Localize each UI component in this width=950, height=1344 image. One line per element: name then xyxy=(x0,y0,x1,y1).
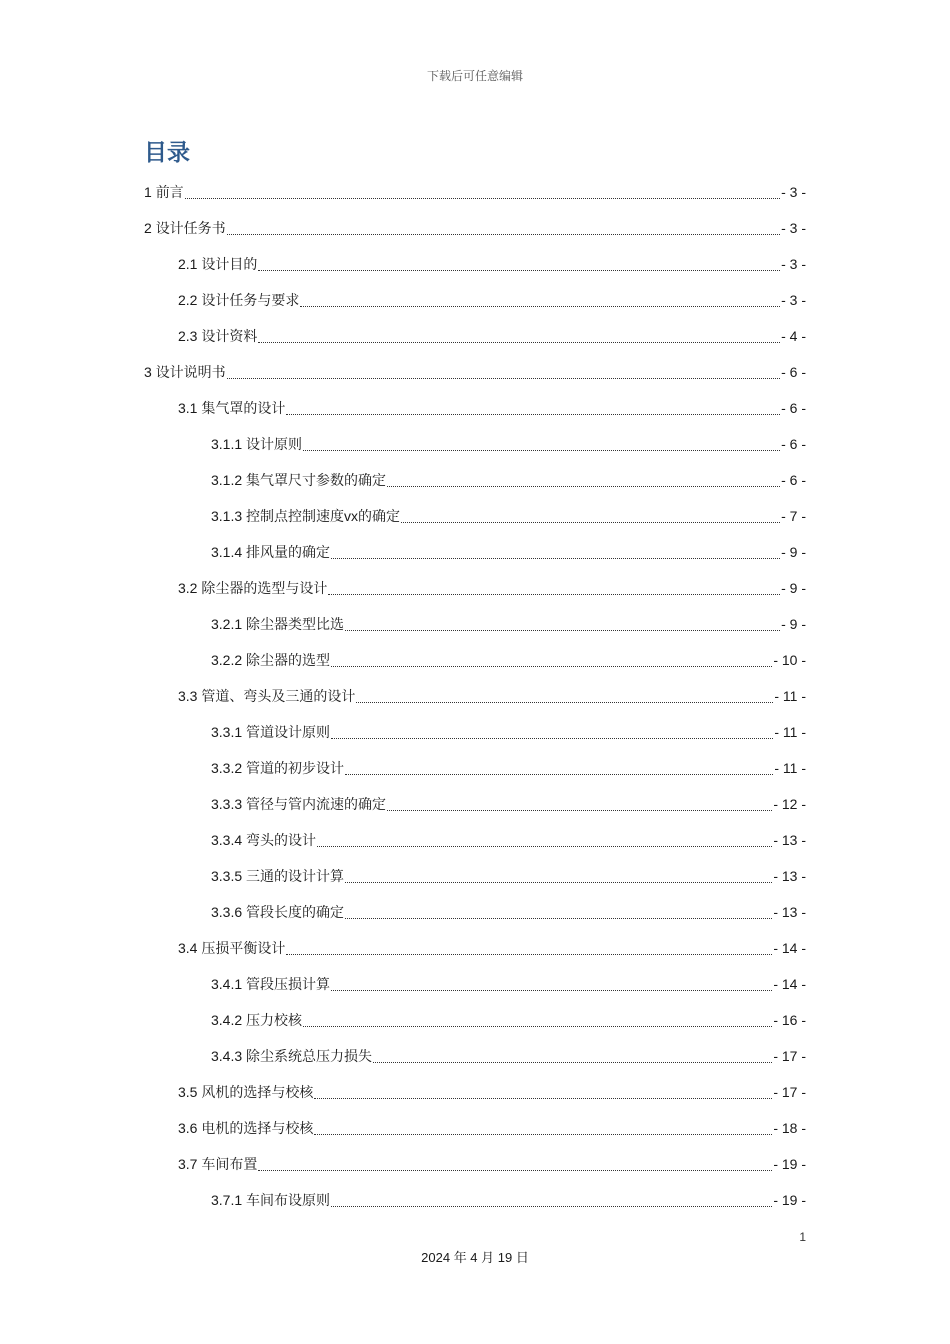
toc-dot-leader xyxy=(373,1062,772,1063)
toc-entry-number: 3.3.5 xyxy=(211,868,247,884)
toc-entry[interactable] xyxy=(0,858,806,894)
toc-entry-number: 3.3.1 xyxy=(211,724,247,740)
toc-entry-page: - 11 - xyxy=(774,688,806,704)
toc-entry-label: 设计资料 xyxy=(201,328,258,344)
toc-entry[interactable] xyxy=(0,930,806,966)
toc-entry-label: 前言 xyxy=(155,184,184,200)
toc-entry[interactable] xyxy=(0,750,806,786)
toc-entry-number: 3.2.2 xyxy=(211,652,247,668)
toc-entry-number: 3.1.4 xyxy=(211,544,247,560)
toc-entry-page: - 7 - xyxy=(781,508,806,524)
toc-dot-leader xyxy=(345,774,773,775)
toc-entry-number: 3.3.2 xyxy=(211,760,247,776)
toc-entry-label: 弯头的设计 xyxy=(246,832,317,848)
header-note: 下载后可任意编辑 xyxy=(426,69,523,83)
toc-entry[interactable] xyxy=(0,642,806,678)
toc-entry[interactable] xyxy=(0,210,806,246)
toc-entry-page: - 3 - xyxy=(781,256,806,272)
toc-entry-label: 设计说明书 xyxy=(155,364,226,380)
toc-dot-leader xyxy=(345,630,780,631)
toc-entry-page: - 6 - xyxy=(781,400,806,416)
toc-entry[interactable] xyxy=(0,1110,806,1146)
toc-entry[interactable] xyxy=(0,498,806,534)
toc-entry-number: 3.5 xyxy=(178,1084,202,1100)
toc-dot-leader xyxy=(185,198,780,199)
toc-entry-page: - 4 - xyxy=(781,328,806,344)
toc-entry-label: 除尘器类型比选 xyxy=(246,616,345,632)
toc-entry-number: 3.1.1 xyxy=(211,436,247,452)
toc-entry-number: 1 xyxy=(144,184,156,200)
toc-entry[interactable] xyxy=(0,246,806,282)
toc-entry-number: 2.3 xyxy=(178,328,202,344)
toc-entry-number: 3.2.1 xyxy=(211,616,247,632)
toc-dot-leader xyxy=(286,414,780,415)
toc-entry-page: - 6 - xyxy=(781,472,806,488)
toc-entry-number: 3 xyxy=(144,364,156,380)
toc-entry-number: 2.1 xyxy=(178,256,202,272)
toc-dot-leader xyxy=(345,882,772,883)
toc-dot-leader xyxy=(314,1134,772,1135)
toc-entry-page: - 13 - xyxy=(773,832,806,848)
toc-entry-page: - 18 - xyxy=(773,1120,806,1136)
toc-entry-page: - 19 - xyxy=(773,1156,806,1172)
toc-entry-label: 设计任务书 xyxy=(155,220,226,236)
toc-entry-label: 压损平衡设计 xyxy=(201,940,286,956)
toc-entry-page: - 9 - xyxy=(781,580,806,596)
toc-entry[interactable] xyxy=(0,426,806,462)
toc-entry-page: - 16 - xyxy=(773,1012,806,1028)
toc-entry-number: 3.4.3 xyxy=(211,1048,247,1064)
toc-entry[interactable] xyxy=(0,606,806,642)
toc-dot-leader xyxy=(303,1026,772,1027)
toc-entry-label: 集气罩尺寸参数的确定 xyxy=(246,472,387,488)
toc-dot-leader xyxy=(258,1170,772,1171)
toc-entry-label: 除尘系统总压力损失 xyxy=(246,1048,373,1064)
toc-entry[interactable] xyxy=(0,1146,806,1182)
toc-entry[interactable] xyxy=(0,1182,806,1218)
toc-dot-leader xyxy=(303,450,780,451)
toc-entry-number: 3.1 xyxy=(178,400,202,416)
toc-entry-number: 3.3.3 xyxy=(211,796,247,812)
toc-dot-leader xyxy=(331,990,772,991)
toc-dot-leader xyxy=(258,342,780,343)
toc-entry-label: 除尘器的选型 xyxy=(246,652,331,668)
toc-dot-leader xyxy=(227,378,780,379)
toc-dot-leader xyxy=(258,270,780,271)
toc-entry[interactable] xyxy=(0,462,806,498)
toc-dot-leader xyxy=(286,954,772,955)
toc-entry-label: 设计原则 xyxy=(246,436,303,452)
toc-entry-number: 3.1.3 xyxy=(211,508,247,524)
toc-entry-number: 3.1.2 xyxy=(211,472,247,488)
toc-dot-leader xyxy=(331,1206,772,1207)
toc-entry[interactable] xyxy=(0,1002,806,1038)
toc-dot-leader xyxy=(356,702,773,703)
toc-entry-number: 3.4 xyxy=(178,940,202,956)
toc-entry-label: 管道设计原则 xyxy=(246,724,331,740)
toc-entry-label: 压力校核 xyxy=(246,1012,303,1028)
toc-entry-page: - 6 - xyxy=(781,436,806,452)
toc-entry-page: - 10 - xyxy=(773,652,806,668)
toc-entry-page: - 13 - xyxy=(773,904,806,920)
toc-entry-number: 3.7.1 xyxy=(211,1192,247,1208)
toc-dot-leader xyxy=(387,810,772,811)
toc-dot-leader xyxy=(331,666,772,667)
toc-entry-number: 2 xyxy=(144,220,156,236)
toc-entry[interactable] xyxy=(0,786,806,822)
toc-entry[interactable] xyxy=(0,714,806,750)
toc-entry-number: 3.3 xyxy=(178,688,202,704)
toc-dot-leader xyxy=(300,306,780,307)
toc-entry-page: - 14 - xyxy=(773,976,806,992)
toc-entry-page: - 14 - xyxy=(773,940,806,956)
toc-entry-label: 风机的选择与校核 xyxy=(201,1084,314,1100)
toc-entry[interactable] xyxy=(0,894,806,930)
toc-dot-leader xyxy=(328,594,780,595)
toc-entry-page: - 11 - xyxy=(774,724,806,740)
toc-entry[interactable] xyxy=(0,282,806,318)
toc-entry-page: - 9 - xyxy=(781,616,806,632)
toc-entry-label: 管段长度的确定 xyxy=(246,904,345,920)
toc-dot-leader xyxy=(331,558,780,559)
toc-entry[interactable] xyxy=(0,966,806,1002)
toc-dot-leader xyxy=(314,1098,772,1099)
toc-entry-label: 三通的设计计算 xyxy=(246,868,345,884)
toc-entry-number: 3.2 xyxy=(178,580,202,596)
page-number: 1 xyxy=(799,1230,806,1244)
toc-entry-label: 管段压损计算 xyxy=(246,976,331,992)
toc-entry[interactable] xyxy=(0,1074,806,1110)
toc-entry[interactable] xyxy=(0,822,806,858)
toc-entry-label: 车间布置 xyxy=(201,1156,258,1172)
toc-entry[interactable] xyxy=(0,534,806,570)
toc-entry-page: - 11 - xyxy=(774,760,806,776)
toc-entry[interactable] xyxy=(0,354,806,390)
toc-entry[interactable] xyxy=(0,1038,806,1074)
toc-entry-page: - 17 - xyxy=(773,1048,806,1064)
toc-entry-label: 设计任务与要求 xyxy=(201,292,300,308)
toc-entry-page: - 12 - xyxy=(773,796,806,812)
toc-dot-leader xyxy=(227,234,780,235)
toc-entry-page: - 6 - xyxy=(781,364,806,380)
toc-entry-number: 2.2 xyxy=(178,292,202,308)
toc-entry-number: 3.4.1 xyxy=(211,976,247,992)
footer-date: 2024 年 4 月 19 日 xyxy=(421,1250,529,1265)
toc-entry-label: 设计目的 xyxy=(201,256,258,272)
toc-dot-leader xyxy=(331,738,773,739)
toc-dot-leader xyxy=(401,522,780,523)
toc-entry-page: - 17 - xyxy=(773,1084,806,1100)
toc-entry-label: 控制点控制速度vx的确定 xyxy=(246,508,401,524)
toc-entry[interactable] xyxy=(0,678,806,714)
toc-entry-label: 集气罩的设计 xyxy=(201,400,286,416)
toc-dot-leader xyxy=(387,486,780,487)
toc-entry-page: - 3 - xyxy=(781,220,806,236)
toc-list xyxy=(0,174,950,1218)
toc-entry-page: - 13 - xyxy=(773,868,806,884)
toc-entry-page: - 9 - xyxy=(781,544,806,560)
toc-entry-page: - 19 - xyxy=(773,1192,806,1208)
toc-title: 目录 xyxy=(144,139,190,165)
toc-dot-leader xyxy=(345,918,772,919)
toc-dot-leader xyxy=(317,846,772,847)
toc-entry-page: - 3 - xyxy=(781,292,806,308)
toc-entry[interactable] xyxy=(0,318,806,354)
toc-entry[interactable] xyxy=(0,390,806,426)
toc-entry-number: 3.6 xyxy=(178,1120,202,1136)
toc-entry-label: 除尘器的选型与设计 xyxy=(201,580,328,596)
toc-entry-number: 3.4.2 xyxy=(211,1012,247,1028)
toc-entry-page: - 3 - xyxy=(781,184,806,200)
toc-entry-label: 排风量的确定 xyxy=(246,544,331,560)
toc-entry-label: 管道、弯头及三通的设计 xyxy=(201,688,356,704)
toc-entry-number: 3.3.6 xyxy=(211,904,247,920)
toc-entry[interactable] xyxy=(0,570,806,606)
toc-entry[interactable] xyxy=(0,174,806,210)
toc-entry-number: 3.7 xyxy=(178,1156,202,1172)
toc-entry-label: 电机的选择与校核 xyxy=(201,1120,314,1136)
toc-entry-label: 管道的初步设计 xyxy=(246,760,345,776)
toc-entry-label: 车间布设原则 xyxy=(246,1192,331,1208)
toc-entry-number: 3.3.4 xyxy=(211,832,247,848)
toc-entry-label: 管径与管内流速的确定 xyxy=(246,796,387,812)
